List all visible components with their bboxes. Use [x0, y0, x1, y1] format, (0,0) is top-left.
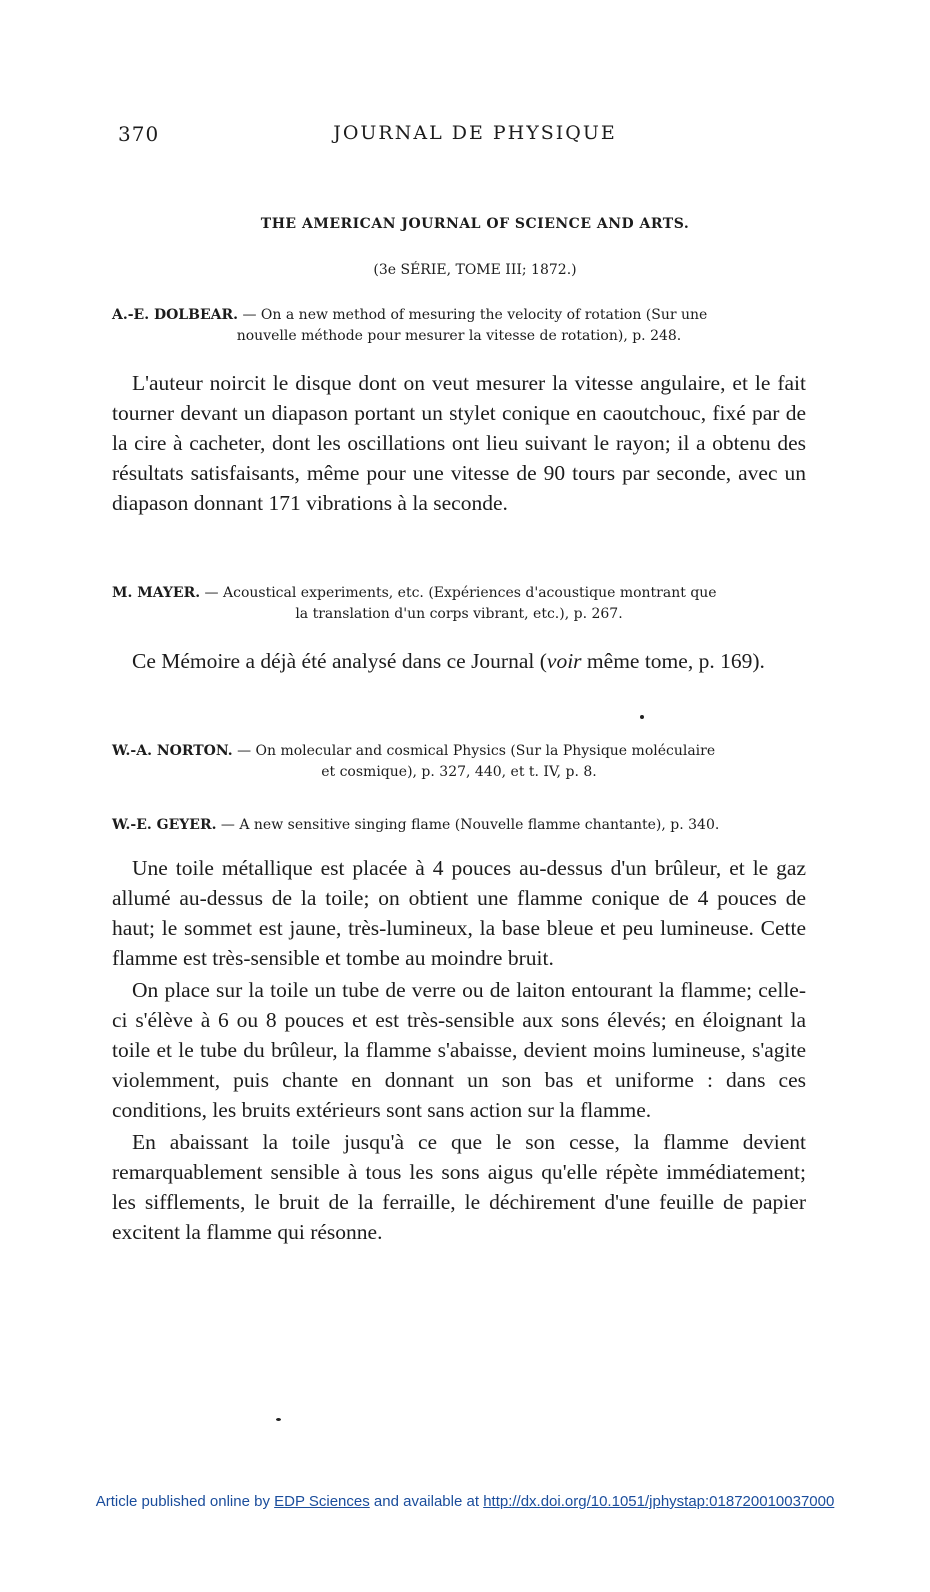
article-title-continued: nouvelle méthode pour mesurer la vitesse de rotation), p. 248.: [236, 328, 682, 344]
publisher-link[interactable]: EDP Sciences: [274, 1493, 370, 1510]
author-name: W.-E. GEYER.: [112, 817, 217, 833]
author-name: A.-E. DOLBEAR.: [112, 307, 239, 323]
author-name: W.-A. NORTON.: [112, 743, 233, 759]
ink-speck: [276, 1418, 281, 1421]
abstract-mayer: [112, 646, 806, 676]
journal-title: THE AMERICAN JOURNAL OF SCIENCE AND ARTS.: [260, 216, 690, 232]
entry-heading-geyer: [112, 815, 806, 836]
paragraph: Une toile métallique est placée à 4 pouces au-dessus d'un brûleur, et le gaz allumé au-dessus de la toile; on obtient une flamme conique de 4 pouces de haut; le sommet est jaune, très-lumineux, la base bleue et peu lumineuse. Cette flamme est très-sensible et tombe au moindre bruit.: [112, 856, 806, 970]
entry-heading-norton: [112, 741, 806, 783]
page-number: 370: [118, 122, 160, 146]
article-title: — On a new method of mesuring the velocity of rotation (Sur une: [242, 307, 708, 323]
series-info: (3e SÉRIE, TOME III; 1872.): [373, 262, 577, 278]
article-title: — A new sensitive singing flame (Nouvelle flamme chantante), p. 340.: [220, 817, 720, 833]
footer-prefix: Article published online by: [95, 1493, 270, 1510]
author-name: M. MAYER.: [112, 585, 201, 601]
article-title: — Acoustical experiments, etc. (Expériences d'acoustique montrant que: [204, 585, 717, 601]
paragraph-text-end: même tome, p. 169).: [581, 649, 765, 673]
article-title: — On molecular and cosmical Physics (Sur la Physique moléculaire: [237, 743, 716, 759]
paragraph: L'auteur noircit le disque dont on veut mesurer la vitesse angulaire, et le fait tourner devant un diapason portant un stylet conique en caoutchouc, fixé par de la cire à cacheter, dont les oscillations ont lieu suivant le rayon; il a obtenu des résultats satisfaisants, même pour une vitesse de 90 tours par seconde, avec un diapason donnant 171 vibrations à la seconde.: [112, 371, 806, 515]
entry-heading-dolbear: [112, 305, 806, 347]
paragraph: On place sur la toile un tube de verre ou de laiton entourant la flamme; celle-ci s'élève à 6 ou 8 pouces et est très-sensible aux sons élevés; en éloignant la toile et le tube du brûleur, la flamme s'abaisse, devient moins lumineuse, s'agite violemment, puis chante en donnant un son bas et uniforme : dans ces conditions, les bruits extérieurs sont sans action sur la flamme.: [112, 978, 806, 1122]
article-title-continued: et cosmique), p. 327, 440, et t. IV, p. 8.: [321, 764, 597, 780]
footer-middle: and available at: [373, 1493, 480, 1510]
paragraph-text: Ce Mémoire a déjà été analysé dans ce Journal (: [132, 649, 547, 673]
publication-footer: [0, 1493, 930, 1510]
doi-link[interactable]: http://dx.doi.org/10.1051/jphystap:018720010037000: [483, 1493, 835, 1510]
abstract-dolbear: [112, 368, 806, 518]
article-title-continued: la translation d'un corps vibrant, etc.), p. 267.: [295, 606, 623, 622]
paragraph-italic: voir: [546, 649, 582, 673]
entry-heading-mayer: [112, 583, 806, 625]
ink-speck: [640, 715, 644, 719]
abstract-geyer: [112, 853, 806, 1247]
paragraph: [112, 646, 806, 676]
paragraph: En abaissant la toile jusqu'à ce que le son cesse, la flamme devient remarquablement sensible à tous les sons aigus qu'elle répète immédiatement; les sifflements, le bruit de la ferraille, le déchirement d'une feuille de papier excitent la flamme qui résonne.: [112, 1130, 806, 1244]
running-title: JOURNAL DE PHYSIQUE: [333, 122, 617, 144]
